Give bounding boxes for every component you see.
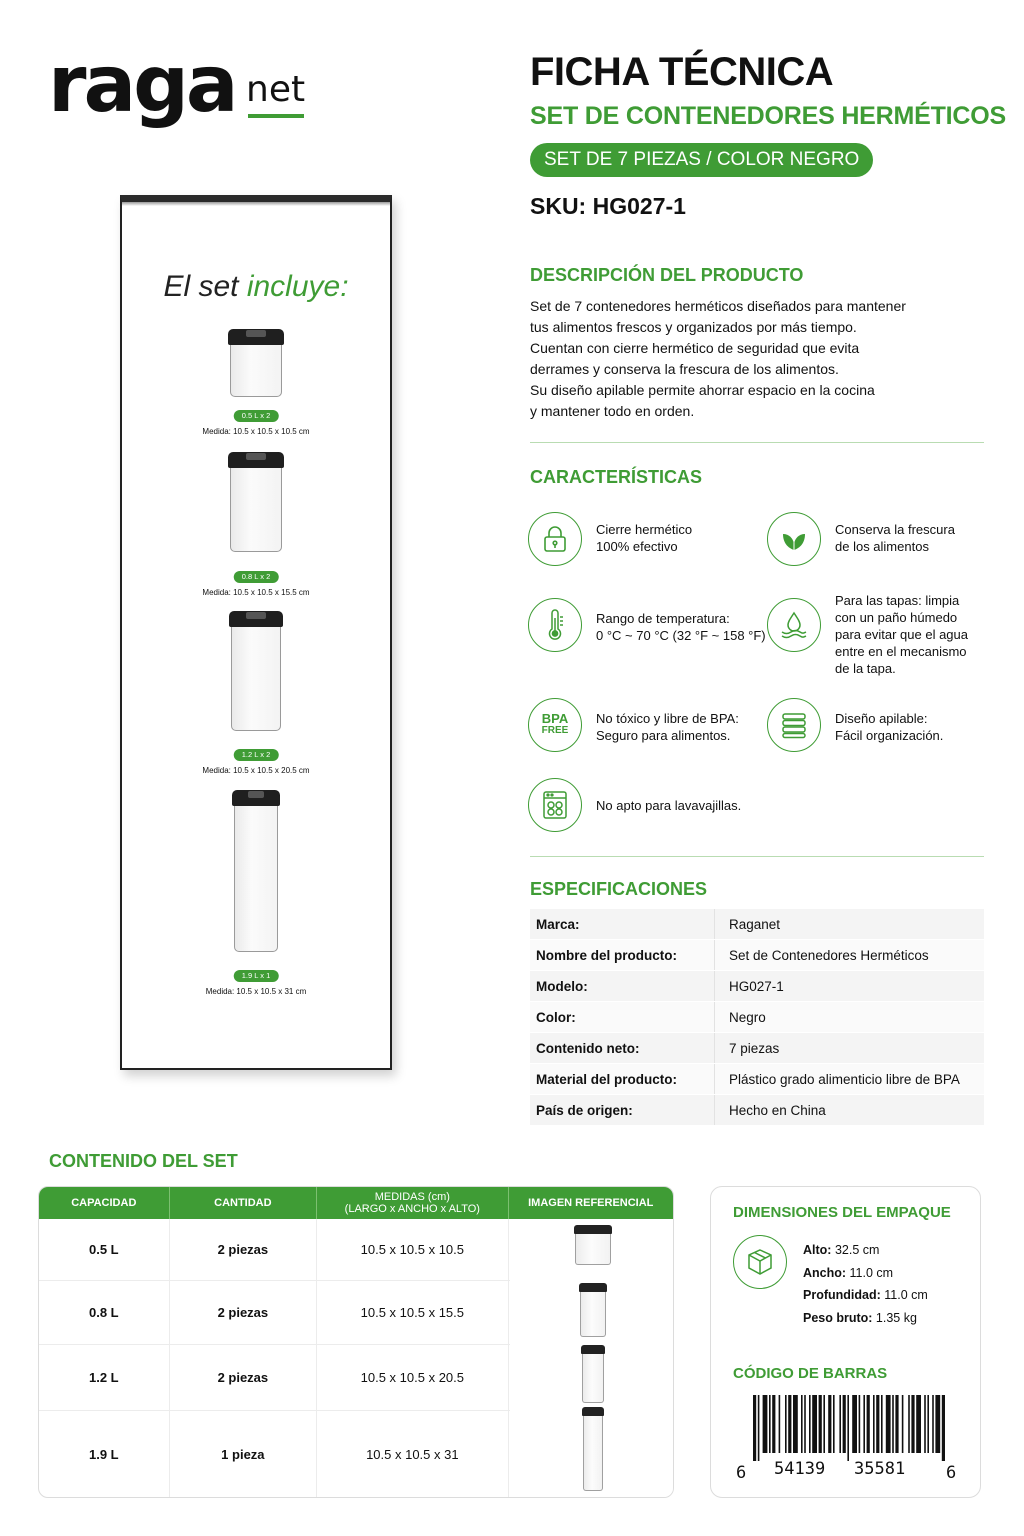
feature-line: No tóxico y libre de BPA: [596, 711, 739, 726]
container-image-medium [580, 1291, 606, 1337]
barcode-bar [942, 1395, 945, 1461]
row-quantity: 2 piezas [170, 1345, 318, 1410]
feature-line: Seguro para alimentos. [596, 728, 731, 743]
spec-value: Hecho en China [729, 1102, 826, 1118]
container-image-xlarge [583, 1415, 603, 1491]
spec-row [530, 971, 984, 1002]
feature-line: para evitar que el agua [835, 627, 968, 642]
feature-cleaning [835, 592, 968, 677]
barcode-bar [804, 1395, 806, 1453]
barcode-last-digit: 6 [946, 1463, 957, 1483]
jar-xlarge [234, 804, 278, 952]
feature-airtight [596, 521, 692, 555]
barcode-bar [779, 1395, 781, 1453]
row-capacity: 0.8 L [39, 1281, 170, 1344]
jar-measure: Medida: 10.5 x 10.5 x 15.5 cm [202, 588, 310, 597]
dim-key: Profundidad: [803, 1288, 881, 1302]
description-line: Set de 7 contenedores herméticos diseñados para mantener [530, 298, 906, 314]
barcode-bar [935, 1395, 940, 1453]
barcode-bar [819, 1395, 822, 1453]
feature-line: Conserva la frescura [835, 522, 955, 537]
row-capacity: 0.5 L [39, 1219, 170, 1280]
contents-table [38, 1186, 674, 1498]
barcode-bar [876, 1395, 879, 1453]
brand-logo [48, 40, 318, 152]
row-capacity: 1.2 L [39, 1345, 170, 1410]
dim-value: 11.0 cm [846, 1265, 894, 1280]
barcode-bar [801, 1395, 803, 1453]
barcode-first-digit: 6 [736, 1463, 747, 1483]
barcode-bar [859, 1395, 861, 1453]
set-badge: SET DE 7 PIEZAS / COLOR NEGRO [530, 143, 873, 177]
row-dimensions: 10.5 x 10.5 x 10.5 [317, 1219, 508, 1280]
dim-key: Ancho: [803, 1265, 847, 1280]
spec-key: País de origen: [530, 1095, 715, 1125]
barcode-bar [886, 1395, 891, 1453]
package-dimensions [803, 1239, 928, 1329]
col-quantity: CANTIDAD [170, 1187, 318, 1219]
dim-value: 11.0 cm [880, 1288, 928, 1302]
barcode-bar [892, 1395, 894, 1453]
description-line: Cuentan con cierre hermético de seguridad que evita [530, 340, 860, 356]
jar-measure: Medida: 10.5 x 10.5 x 10.5 cm [202, 427, 310, 436]
spec-key: Marca: [530, 909, 715, 939]
col-capacity: CAPACIDAD [39, 1187, 170, 1219]
barcode-bar [852, 1395, 857, 1453]
description-line: Su diseño apilable permite ahorrar espacio en la cocina [530, 382, 875, 398]
row-capacity: 1.9 L [39, 1411, 170, 1497]
barcode-bar [809, 1395, 811, 1453]
package-illustration [120, 195, 392, 1070]
water-drop-icon [767, 598, 821, 652]
row-dimensions: 10.5 x 10.5 x 15.5 [317, 1281, 508, 1344]
bpa-bottom: FREE [541, 725, 569, 736]
specs-heading: ESPECIFICACIONES [530, 879, 708, 899]
feature-line: de los alimentos [835, 539, 929, 554]
logo-underline [248, 114, 304, 118]
barcode-bar [839, 1395, 841, 1453]
feature-dishwasher [596, 797, 741, 814]
leaf-icon [767, 512, 821, 566]
spec-row [530, 909, 984, 940]
bpa-top: BPA [541, 711, 569, 726]
description-line: derrames y conserva la frescura de los alimentos. [530, 361, 839, 377]
description-text [530, 296, 980, 422]
box-headline-b: incluye: [246, 270, 349, 303]
feature-line: Fácil organización. [835, 728, 944, 743]
section-divider [530, 442, 984, 443]
jar-medium [230, 466, 282, 552]
feature-line: de la tapa. [835, 661, 896, 676]
contents-heading: CONTENIDO DEL SET [49, 1151, 238, 1171]
logo-suffix: net [246, 69, 306, 110]
barcode-bar [863, 1395, 865, 1453]
contents-header [39, 1187, 673, 1219]
feature-temperature [596, 610, 766, 644]
spec-value: Plástico grado alimenticio libre de BPA [729, 1071, 960, 1087]
spec-value: Raganet [729, 916, 781, 932]
jar-measure: Medida: 10.5 x 10.5 x 20.5 cm [202, 766, 310, 775]
col-dimensions-title: MEDIDAS (cm) [374, 1191, 450, 1203]
package-heading: DIMENSIONES DEL EMPAQUE [733, 1204, 951, 1221]
specs-table [530, 909, 984, 1126]
barcode-bar [763, 1395, 768, 1453]
barcode-bar [902, 1395, 904, 1453]
spec-key: Modelo: [530, 971, 715, 1001]
feature-line: Cierre hermético [596, 522, 693, 537]
barcode-bar [788, 1395, 791, 1453]
barcode-image [751, 1395, 947, 1461]
col-image: IMAGEN REFERENCIAL [528, 1197, 654, 1209]
row-quantity: 2 piezas [170, 1281, 318, 1344]
features-heading: CARACTERÍSTICAS [530, 467, 703, 487]
feature-freshness [835, 521, 955, 555]
spec-value: HG027-1 [729, 978, 784, 994]
feature-line: Para las tapas: limpia [835, 593, 960, 608]
barcode-bar [895, 1395, 898, 1453]
spec-value: Set de Contenedores Herméticos [729, 947, 929, 963]
jar-small [230, 343, 282, 397]
reference-images [510, 1219, 674, 1498]
container-image-large [582, 1353, 604, 1403]
barcode-bar [758, 1395, 760, 1461]
spec-value: Negro [729, 1009, 766, 1025]
dim-key: Peso bruto: [803, 1310, 873, 1325]
feature-line: Rango de temperatura: [596, 611, 730, 626]
barcode-group-2: 35581 [854, 1459, 906, 1479]
jar-large [231, 625, 281, 731]
barcode-bar [769, 1395, 771, 1453]
barcode-heading: CÓDIGO DE BARRAS [733, 1365, 888, 1382]
box-icon [733, 1235, 787, 1289]
container-image-small [575, 1233, 611, 1265]
jar-badge: 1.9 L x 1 [234, 970, 279, 982]
feature-line: con un paño húmedo [835, 610, 958, 625]
barcode-bar [873, 1395, 875, 1453]
spec-key: Color: [530, 1002, 715, 1032]
barcode-bar [924, 1395, 926, 1453]
col-dimensions [317, 1187, 508, 1219]
dim-key: Alto: [803, 1243, 832, 1257]
barcode-bar [881, 1395, 883, 1453]
dim-row [803, 1307, 928, 1330]
feature-bpa-free [596, 710, 739, 744]
spec-row [530, 1033, 984, 1064]
row-quantity: 1 pieza [170, 1411, 318, 1497]
col-dimensions-sub: (LARGO x ANCHO x ALTO) [344, 1203, 480, 1215]
dim-row [803, 1262, 928, 1285]
feature-line: entre en el mecanismo [835, 644, 967, 659]
logo-wordmark: raga [48, 40, 236, 130]
dim-value: 32.5 cm [831, 1243, 880, 1257]
feature-stackable [835, 710, 943, 744]
section-divider [530, 856, 984, 857]
barcode-bar [785, 1395, 787, 1453]
row-quantity: 2 piezas [170, 1219, 318, 1280]
feature-line: 0 °C ~ 70 °C (32 °F ~ 158 °F) [596, 628, 766, 643]
barcode-bar [828, 1395, 831, 1453]
spec-row [530, 1095, 984, 1126]
feature-line: No apto para lavavajillas. [596, 798, 742, 813]
spec-key: Contenido neto: [530, 1033, 715, 1063]
row-dimensions: 10.5 x 10.5 x 31 [317, 1411, 508, 1497]
barcode-bar [833, 1395, 835, 1453]
barcode-bar [823, 1395, 825, 1453]
spec-row [530, 1064, 984, 1095]
feature-line: 100% efectivo [596, 539, 678, 554]
box-lid [122, 202, 390, 206]
page-subtitle: SET DE CONTENEDORES HERMÉTICOS [530, 102, 1006, 130]
dim-row [803, 1239, 928, 1262]
barcode-bar [772, 1395, 775, 1453]
box-headline-a: El set [163, 270, 247, 303]
package-card [710, 1186, 981, 1498]
barcode-group-1: 54139 [774, 1459, 826, 1479]
jar-badge: 0.8 L x 2 [234, 571, 279, 583]
page-title: FICHA TÉCNICA [530, 50, 834, 94]
spec-value: 7 piezas [729, 1040, 780, 1056]
jar-badge: 0.5 L x 2 [234, 410, 279, 422]
barcode-bar [753, 1395, 756, 1461]
stack-icon [767, 698, 821, 752]
barcode-bar [916, 1395, 921, 1453]
barcode-bar [932, 1395, 934, 1453]
barcode-bar [927, 1395, 929, 1453]
jar-badge: 1.2 L x 2 [234, 749, 279, 761]
spec-row [530, 940, 984, 971]
description-heading: DESCRIPCIÓN DEL PRODUCTO [530, 265, 804, 285]
dim-value: 1.35 kg [872, 1310, 917, 1325]
jar-measure: Medida: 10.5 x 10.5 x 31 cm [205, 987, 307, 996]
bpa-icon-text [542, 713, 569, 737]
barcode-bar [793, 1395, 798, 1453]
feature-line: Diseño apilable: [835, 711, 928, 726]
barcode-bar [867, 1395, 870, 1453]
thermometer-icon [528, 598, 582, 652]
spec-key: Nombre del producto: [530, 940, 715, 970]
barcode-bar [911, 1395, 914, 1453]
barcode-bar [843, 1395, 846, 1453]
bpa-free-icon [528, 698, 582, 752]
description-line: y mantener todo en orden. [530, 403, 695, 419]
barcode-bar [812, 1395, 817, 1453]
dim-row [803, 1284, 928, 1307]
description-line: tus alimentos frescos y organizados por más tiempo. [530, 319, 857, 335]
lock-icon [528, 512, 582, 566]
spec-row [530, 1002, 984, 1033]
row-dimensions: 10.5 x 10.5 x 20.5 [317, 1345, 508, 1410]
spec-key: Material del producto: [530, 1064, 715, 1094]
sku-label: SKU: HG027-1 [530, 193, 686, 219]
dishwasher-icon [528, 778, 582, 832]
barcode-bar [908, 1395, 910, 1453]
box-headline [122, 270, 390, 304]
barcode-bar [847, 1395, 849, 1461]
